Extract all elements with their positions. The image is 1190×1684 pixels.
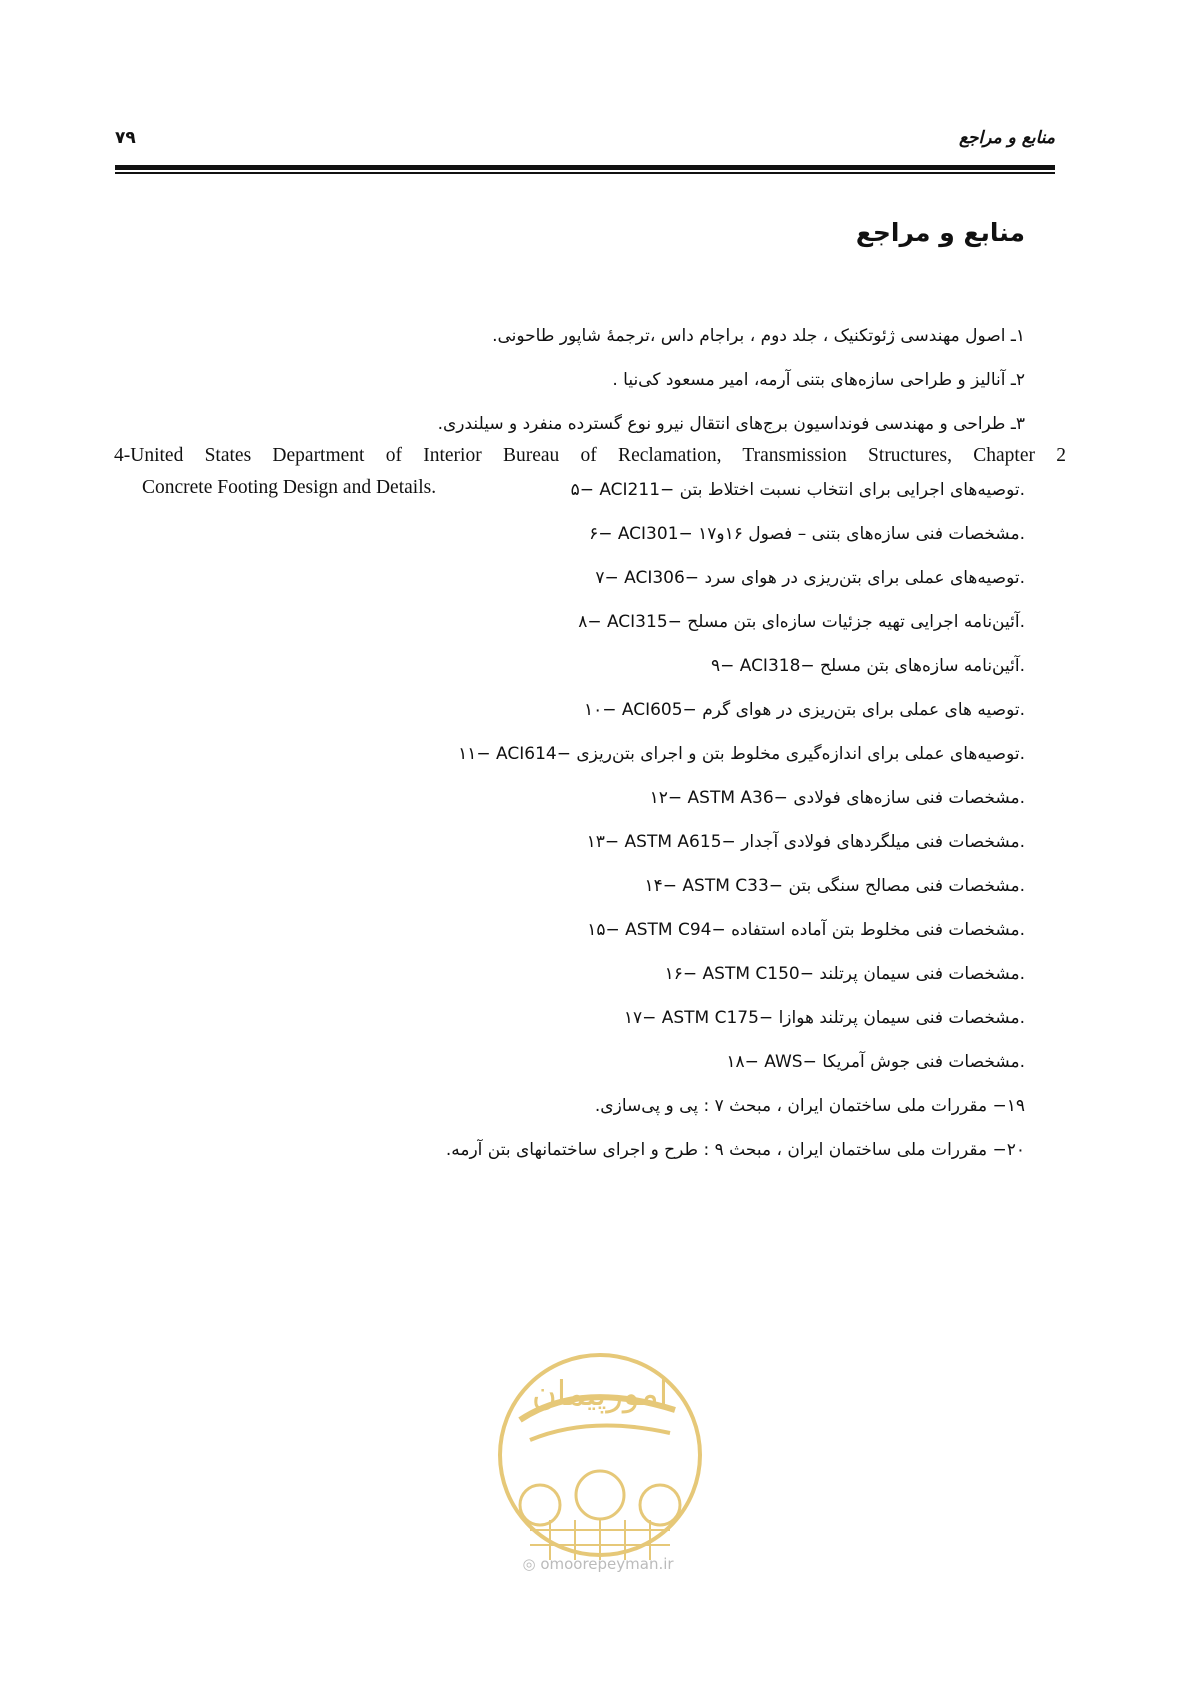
reference-item: ۱۰− ACI605− توصیه های عملی برای بتن‌ریزی در هوای گرم.: [583, 700, 1025, 720]
reference-item: ۹− ACI318− آئین‌نامه سازه‌های بتن مسلح.: [710, 656, 1025, 676]
reference-item: ۵− ACI211− توصیه‌های اجرایی برای انتخاب نسبت اختلاط بتن.: [570, 480, 1025, 500]
watermark-logo: [490, 1345, 710, 1575]
page-header: [115, 128, 1055, 168]
reference-item: ۳ـ طراحی و مهندسی فونداسیون برج‌های انتقال نیرو نوع گسترده منفرد و سیلندری.: [437, 414, 1025, 434]
reference-item: ۱۶− ASTM C150− مشخصات فنی سیمان پرتلند.: [664, 964, 1025, 984]
header-rule-thick: [115, 165, 1055, 170]
reference-list-top: [115, 314, 1025, 446]
reference-item: ۶− ACI301− مشخصات فنی سازه‌های بتنی – فصول ۱۶و۱۷.: [589, 524, 1025, 544]
reference-item: ۱ـ اصول مهندسی ژئوتکنیک ، جلد دوم ، براجام داس ،ترجمهٔ شاپور طاحونی.: [492, 326, 1025, 346]
reference-english-line2: Concrete Footing Design and Details.: [142, 477, 437, 498]
reference-item: ۲۰− مقررات ملی ساختمان ایران ، مبحث ۹ : طرح و اجرای ساختمانهای بتن آرمه.: [445, 1140, 1025, 1160]
section-title: منابع و مراجع: [855, 218, 1025, 247]
watermark-url-text: omoorepeyman.ir: [540, 1555, 674, 1573]
reference-item: ۱۴− ASTM C33− مشخصات فنی مصالح سنگی بتن.: [644, 876, 1025, 896]
at-icon: ◎: [522, 1555, 536, 1573]
reference-item: ۱۹− مقررات ملی ساختمان ایران ، مبحث ۷ : پی و پی‌سازی.: [594, 1096, 1025, 1116]
reference-item: ۱۸− AWS− مشخصات فنی جوش آمریکا.: [726, 1052, 1025, 1072]
reference-item: ۱۲− ASTM A36− مشخصات فنی سازه‌های فولادی.: [649, 788, 1025, 808]
reference-list-bottom: [115, 468, 1025, 1172]
reference-item: ۱۵− ASTM C94− مشخصات فنی مخلوط بتن آماده استفاده.: [587, 920, 1025, 940]
header-rule-thin: [115, 172, 1055, 174]
reference-item: ۷− ACI306− توصیه‌های عملی برای بتن‌ریزی در هوای سرد.: [595, 568, 1025, 588]
running-title: منابع و مراجع: [958, 128, 1055, 148]
watermark-logo-text: امورپیمان: [531, 1374, 669, 1414]
watermark-url: [488, 1555, 708, 1573]
reference-english-line1: 4-United States Department of Interior Bureau of Reclamation, Transmission Structures, Chapter 2: [114, 445, 1066, 466]
reference-item: ۱۳− ASTM A615− مشخصات فنی میلگردهای فولادی آجدار.: [586, 832, 1025, 852]
reference-item: ۱۱− ACI614− توصیه‌های عملی برای اندازه‌گیری مخلوط بتن و اجرای بتن‌ریزی.: [458, 744, 1025, 764]
reference-item: ۸− ACI315− آئین‌نامه اجرایی تهیه جزئیات سازه‌ای بتن مسلح.: [578, 612, 1025, 632]
reference-item: ۲ـ آنالیز و طراحی سازه‌های بتنی آرمه، امیر مسعود کی‌نیا .: [612, 370, 1025, 390]
reference-item: ۱۷− ASTM C175− مشخصات فنی سیمان پرتلند هوازا.: [623, 1008, 1025, 1028]
page-number: ۷۹: [115, 128, 136, 148]
